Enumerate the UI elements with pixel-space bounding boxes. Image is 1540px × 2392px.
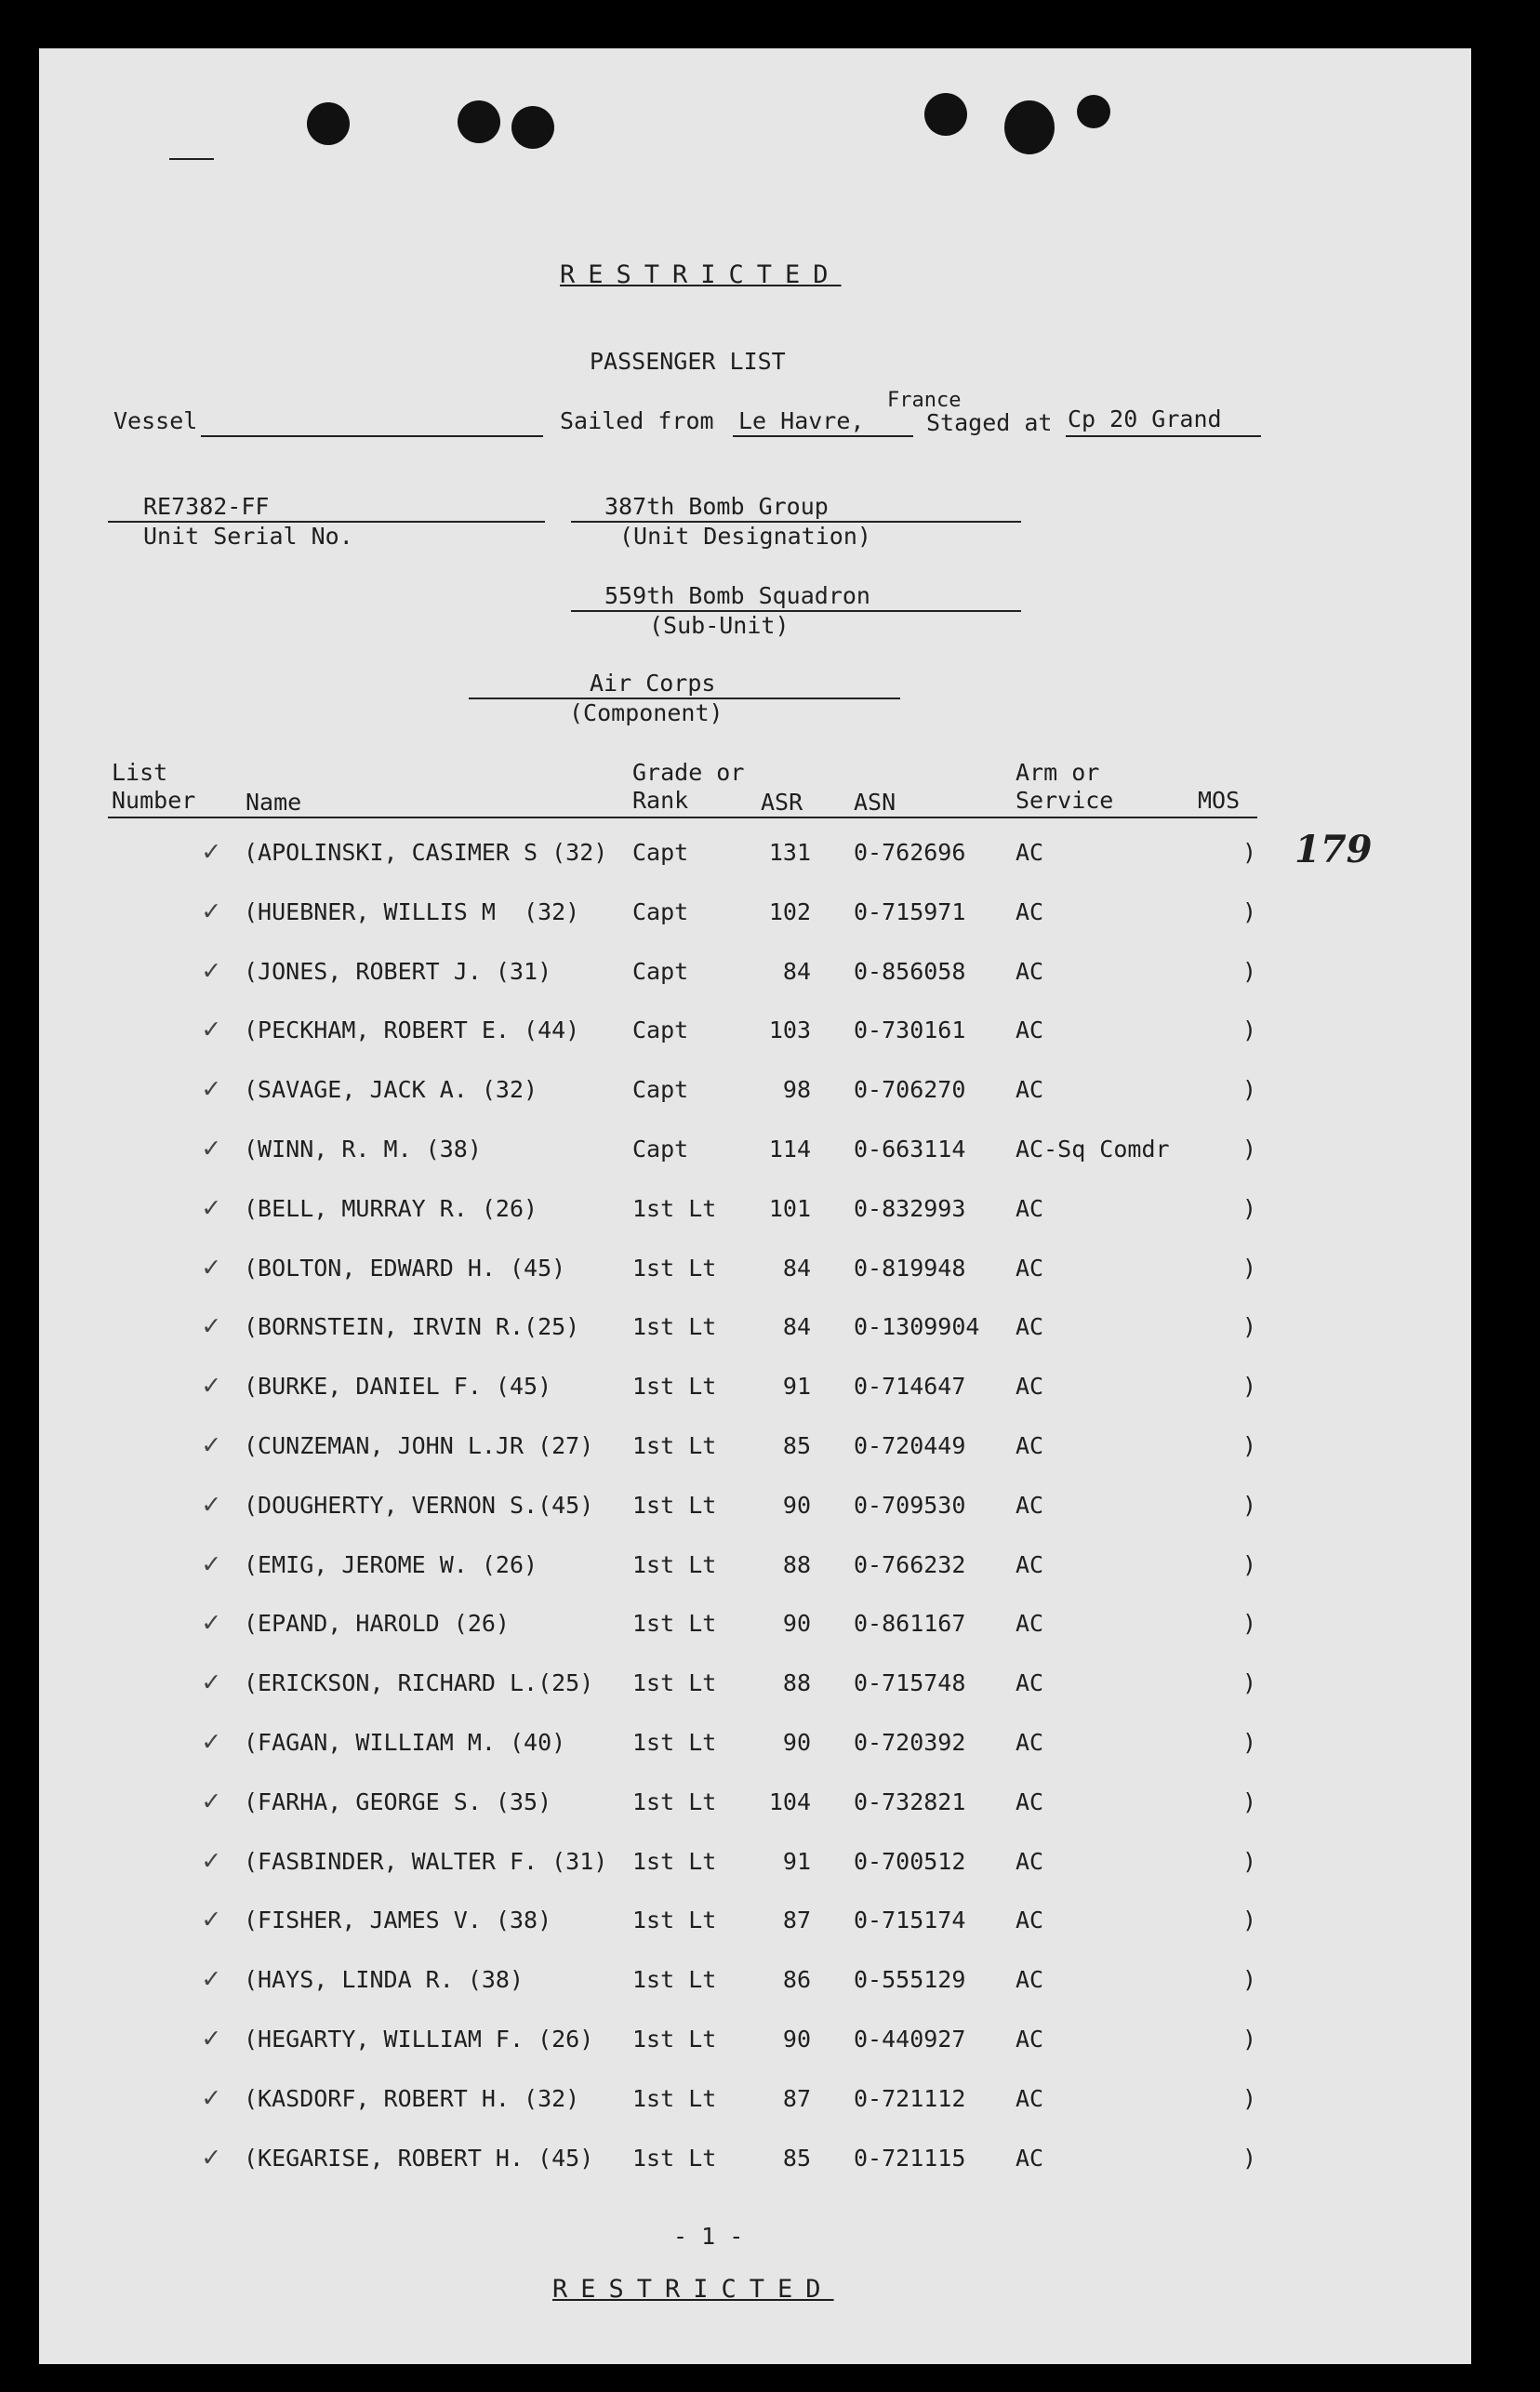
- passenger-grade: 1st Lt: [632, 1847, 717, 1875]
- passenger-name: (FASBINDER, WALTER F. (31): [244, 1847, 608, 1875]
- unit-serial-label: Unit Serial No.: [143, 523, 353, 550]
- table-row: [39, 1725, 1471, 1762]
- passenger-asn: 0-709530: [854, 1491, 966, 1519]
- passenger-grade: 1st Lt: [632, 1550, 717, 1578]
- check-mark: ✓: [203, 1666, 220, 1699]
- passenger-mos: ): [1242, 1017, 1257, 1044]
- passenger-name: (BELL, MURRAY R. (26): [244, 1194, 538, 1222]
- punch-hole: [307, 102, 350, 145]
- passenger-mos: ): [1242, 957, 1257, 985]
- check-mark: ✓: [203, 1606, 220, 1640]
- passenger-asn: 0-700512: [854, 1847, 966, 1875]
- passenger-asn: 0-762696: [854, 839, 966, 866]
- passenger-arm: AC: [1016, 2026, 1044, 2053]
- passenger-arm: AC: [1016, 1076, 1044, 1104]
- passenger-arm: AC: [1016, 957, 1044, 985]
- passenger-name: (BORNSTEIN, IRVIN R.(25): [244, 1313, 580, 1341]
- passenger-mos: ): [1242, 1966, 1257, 1994]
- sailed-underline: [733, 435, 913, 437]
- passenger-asn: 0-819948: [854, 1254, 966, 1282]
- passenger-asn: 0-856058: [854, 957, 966, 985]
- passenger-name: (FARHA, GEORGE S. (35): [244, 1787, 552, 1815]
- passenger-grade: Capt: [632, 897, 689, 925]
- check-mark: ✓: [203, 1429, 220, 1461]
- component-value: Air Corps: [590, 670, 716, 697]
- passenger-name: (BOLTON, EDWARD H. (45): [244, 1254, 566, 1282]
- classification-top: RESTRICTED: [560, 260, 842, 289]
- sub-unit-label: (Sub-Unit): [649, 612, 790, 639]
- table-row: [39, 2022, 1471, 2059]
- punch-hole: [511, 106, 554, 149]
- table-row: [39, 1903, 1471, 1940]
- passenger-asn: 0-440927: [854, 2026, 966, 2053]
- passenger-mos: ): [1242, 1373, 1257, 1401]
- passenger-grade: 1st Lt: [632, 1610, 717, 1638]
- sub-unit-underline: [571, 610, 1021, 612]
- passenger-mos: ): [1242, 1491, 1257, 1519]
- check-mark: ✓: [203, 1369, 220, 1402]
- passenger-name: (FISHER, JAMES V. (38): [244, 1907, 552, 1934]
- unit-designation-label: (Unit Designation): [619, 523, 871, 550]
- passenger-asn: 0-766232: [854, 1550, 966, 1578]
- passenger-asr: 90: [782, 2026, 811, 2053]
- check-mark: ✓: [203, 1013, 220, 1046]
- passenger-arm: AC: [1016, 2084, 1044, 2112]
- check-mark: ✓: [203, 1547, 220, 1580]
- passenger-name: (FAGAN, WILLIAM M. (40): [244, 1729, 566, 1756]
- passenger-grade: 1st Lt: [632, 1313, 717, 1341]
- check-mark: ✓: [203, 1072, 220, 1106]
- passenger-grade: 1st Lt: [632, 1966, 717, 1994]
- passenger-mos: ): [1242, 1729, 1257, 1756]
- col-list-number-2: Number: [112, 787, 196, 814]
- passenger-asr: 131: [768, 839, 811, 866]
- passenger-arm: AC: [1016, 897, 1044, 925]
- passenger-mos: ): [1242, 839, 1257, 866]
- passenger-asr: 84: [782, 1254, 811, 1282]
- check-mark: ✓: [203, 1487, 220, 1521]
- passenger-arm: AC: [1016, 1017, 1044, 1044]
- passenger-asr: 90: [782, 1729, 811, 1756]
- passenger-arm: AC: [1016, 1966, 1044, 1994]
- passenger-grade: Capt: [632, 1076, 689, 1104]
- passenger-asn: 0-663114: [854, 1136, 966, 1163]
- passenger-asr: 84: [782, 1313, 811, 1341]
- col-list-number-1: List: [112, 759, 168, 786]
- sailed-note: France: [887, 389, 962, 412]
- passenger-arm: AC: [1016, 839, 1044, 866]
- passenger-mos: ): [1242, 2144, 1257, 2172]
- check-mark: ✓: [203, 1309, 220, 1343]
- passenger-arm: AC: [1016, 1550, 1044, 1578]
- classification-bottom: RESTRICTED: [552, 2275, 834, 2304]
- passenger-name: (WINN, R. M. (38): [244, 1136, 482, 1163]
- passenger-arm: AC: [1016, 1373, 1044, 1401]
- passenger-asn: 0-732821: [854, 1787, 966, 1815]
- check-mark: ✓: [203, 835, 220, 868]
- passenger-asr: 90: [782, 1491, 811, 1519]
- passenger-asn: 0-715174: [854, 1907, 966, 1934]
- passenger-mos: ): [1242, 2026, 1257, 2053]
- passenger-asn: 0-721115: [854, 2144, 966, 2172]
- table-row: [39, 1369, 1471, 1406]
- table-row: [39, 2081, 1471, 2119]
- table-row: [39, 1962, 1471, 2000]
- passenger-name: (EPAND, HAROLD (26): [244, 1610, 510, 1638]
- passenger-mos: ): [1242, 897, 1257, 925]
- passenger-grade: 1st Lt: [632, 1254, 717, 1282]
- passenger-name: (SAVAGE, JACK A. (32): [244, 1076, 538, 1104]
- passenger-asr: 85: [782, 1432, 811, 1459]
- table-row: [39, 1548, 1471, 1585]
- passenger-mos: ): [1242, 1313, 1257, 1341]
- table-row: [39, 1251, 1471, 1288]
- passenger-asn: 0-861167: [854, 1610, 966, 1638]
- passenger-arm: AC: [1016, 1669, 1044, 1697]
- passenger-grade: Capt: [632, 957, 689, 985]
- passenger-asr: 104: [768, 1787, 811, 1815]
- passenger-asr: 88: [782, 1550, 811, 1578]
- check-mark: ✓: [203, 1725, 220, 1758]
- col-asn: ASN: [854, 789, 896, 816]
- col-name: Name: [246, 789, 302, 816]
- check-mark: ✓: [203, 1784, 220, 1817]
- punch-hole: [924, 93, 967, 136]
- passenger-grade: 1st Lt: [632, 1729, 717, 1756]
- passenger-name: (CUNZEMAN, JOHN L.JR (27): [244, 1432, 594, 1459]
- passenger-asn: 0-720392: [854, 1729, 966, 1756]
- passenger-arm: AC: [1016, 1729, 1044, 1756]
- table-row: [39, 895, 1471, 932]
- passenger-grade: Capt: [632, 1136, 689, 1163]
- component-label: (Component): [569, 699, 724, 726]
- passenger-asr: 101: [768, 1194, 811, 1222]
- passenger-grade: 1st Lt: [632, 1787, 717, 1815]
- table-row: [39, 2141, 1471, 2178]
- passenger-grade: 1st Lt: [632, 1491, 717, 1519]
- passenger-mos: ): [1242, 1669, 1257, 1697]
- passenger-asr: 88: [782, 1669, 811, 1697]
- check-mark: ✓: [203, 2080, 220, 2114]
- pencil-mark: [169, 158, 214, 160]
- passenger-arm: AC: [1016, 1787, 1044, 1815]
- unit-designation-value: 387th Bomb Group: [604, 493, 829, 520]
- check-mark: ✓: [203, 2140, 220, 2173]
- passenger-grade: 1st Lt: [632, 1907, 717, 1934]
- table-row: [39, 1488, 1471, 1525]
- col-grade-1: Grade or: [632, 759, 745, 786]
- passenger-grade: 1st Lt: [632, 2026, 717, 2053]
- passenger-name: (JONES, ROBERT J. (31): [244, 957, 552, 985]
- passenger-asr: 103: [768, 1017, 811, 1044]
- passenger-name: (BURKE, DANIEL F. (45): [244, 1373, 552, 1401]
- table-row: [39, 1785, 1471, 1822]
- passenger-mos: ): [1242, 1076, 1257, 1104]
- passenger-mos: ): [1242, 1550, 1257, 1578]
- table-row: [39, 954, 1471, 991]
- check-mark: ✓: [203, 953, 220, 987]
- check-mark: ✓: [203, 1190, 220, 1224]
- passenger-mos: ): [1242, 1907, 1257, 1934]
- punch-hole: [1004, 100, 1055, 154]
- punch-hole: [1077, 95, 1110, 128]
- passenger-asn: 0-715748: [854, 1669, 966, 1697]
- passenger-asr: 91: [782, 1373, 811, 1401]
- table-row: [39, 1429, 1471, 1466]
- sailed-label: Sailed from: [560, 407, 714, 434]
- passenger-mos: ): [1242, 1847, 1257, 1875]
- passenger-arm: AC: [1016, 1194, 1044, 1222]
- passenger-arm: AC: [1016, 2144, 1044, 2172]
- passenger-asn: 0-730161: [854, 1017, 966, 1044]
- passenger-name: (DOUGHERTY, VERNON S.(45): [244, 1491, 594, 1519]
- sailed-value: Le Havre,: [738, 407, 865, 434]
- passenger-mos: ): [1242, 2084, 1257, 2112]
- passenger-name: (KASDORF, ROBERT H. (32): [244, 2084, 580, 2112]
- passenger-asn: 0-721112: [854, 2084, 966, 2112]
- passenger-mos: ): [1242, 1610, 1257, 1638]
- passenger-asr: 114: [768, 1136, 811, 1163]
- staged-value: Cp 20 Grand: [1068, 405, 1222, 432]
- check-mark: ✓: [203, 1250, 220, 1283]
- passenger-mos: ): [1242, 1136, 1257, 1163]
- passenger-asr: 98: [782, 1076, 811, 1104]
- col-grade-2: Rank: [632, 787, 689, 814]
- passenger-arm: AC: [1016, 1432, 1044, 1459]
- passenger-grade: 1st Lt: [632, 1194, 717, 1222]
- passenger-asn: 0-832993: [854, 1194, 966, 1222]
- passenger-name: (EMIG, JEROME W. (26): [244, 1550, 538, 1578]
- sub-unit-value: 559th Bomb Squadron: [604, 582, 870, 609]
- check-mark: ✓: [203, 1843, 220, 1877]
- table-row: [39, 1132, 1471, 1169]
- passenger-arm: AC: [1016, 1610, 1044, 1638]
- passenger-name: (PECKHAM, ROBERT E. (44): [244, 1017, 580, 1044]
- check-mark: ✓: [203, 894, 220, 927]
- passenger-asn: 0-1309904: [854, 1313, 980, 1341]
- vessel-label: Vessel: [113, 407, 198, 434]
- document-page: [39, 48, 1471, 2364]
- header-underline: [108, 817, 1257, 818]
- passenger-grade: 1st Lt: [632, 2084, 717, 2112]
- check-mark: ✓: [203, 1132, 220, 1164]
- passenger-asr: 86: [782, 1966, 811, 1994]
- passenger-grade: 1st Lt: [632, 1373, 717, 1401]
- passenger-name: (HUEBNER, WILLIS M (32): [244, 897, 580, 925]
- passenger-arm: AC-Sq Comdr: [1016, 1136, 1170, 1163]
- passenger-asn: 0-720449: [854, 1432, 966, 1459]
- col-arm-1: Arm or: [1016, 759, 1100, 786]
- unit-serial-value: RE7382-FF: [143, 493, 270, 520]
- passenger-grade: 1st Lt: [632, 1669, 717, 1697]
- document-title: PASSENGER LIST: [590, 348, 786, 375]
- passenger-grade: Capt: [632, 839, 689, 866]
- passenger-arm: AC: [1016, 1254, 1044, 1282]
- passenger-name: (KEGARISE, ROBERT H. (45): [244, 2144, 594, 2172]
- passenger-asn: 0-706270: [854, 1076, 966, 1104]
- passenger-arm: AC: [1016, 1313, 1044, 1341]
- punch-hole: [458, 100, 500, 143]
- passenger-asn: 0-555129: [854, 1966, 966, 1994]
- passenger-asr: 102: [768, 897, 811, 925]
- passenger-asr: 90: [782, 1610, 811, 1638]
- passenger-arm: AC: [1016, 1907, 1044, 1934]
- staged-label: Staged at: [926, 409, 1053, 436]
- passenger-name: (ERICKSON, RICHARD L.(25): [244, 1669, 594, 1697]
- check-mark: ✓: [203, 2022, 220, 2054]
- table-row: [39, 1013, 1471, 1050]
- passenger-asr: 91: [782, 1847, 811, 1875]
- passenger-grade: 1st Lt: [632, 2144, 717, 2172]
- table-row: [39, 1606, 1471, 1643]
- passenger-grade: 1st Lt: [632, 1432, 717, 1459]
- page-stamp: 179: [1294, 828, 1373, 871]
- passenger-asr: 85: [782, 2144, 811, 2172]
- col-arm-2: Service: [1016, 787, 1114, 814]
- passenger-mos: ): [1242, 1254, 1257, 1282]
- passenger-name: (HEGARTY, WILLIAM F. (26): [244, 2026, 594, 2053]
- passenger-asr: 87: [782, 2084, 811, 2112]
- vessel-underline: [201, 435, 543, 437]
- passenger-asr: 87: [782, 1907, 811, 1934]
- col-asr: ASR: [761, 789, 803, 816]
- passenger-mos: ): [1242, 1787, 1257, 1815]
- table-row: [39, 835, 1471, 872]
- passenger-asn: 0-714647: [854, 1373, 966, 1401]
- passenger-name: (APOLINSKI, CASIMER S (32): [244, 839, 608, 866]
- check-mark: ✓: [203, 1962, 220, 1996]
- page-number: - 1 -: [673, 2223, 744, 2250]
- table-row: [39, 1072, 1471, 1110]
- passenger-asn: 0-715971: [854, 897, 966, 925]
- table-row: [39, 1309, 1471, 1347]
- passenger-mos: ): [1242, 1432, 1257, 1459]
- table-row: [39, 1191, 1471, 1229]
- staged-underline: [1066, 435, 1261, 437]
- col-mos: MOS: [1198, 787, 1241, 814]
- passenger-name: (HAYS, LINDA R. (38): [244, 1966, 524, 1994]
- passenger-arm: AC: [1016, 1491, 1044, 1519]
- passenger-mos: ): [1242, 1194, 1257, 1222]
- passenger-arm: AC: [1016, 1847, 1044, 1875]
- table-row: [39, 1844, 1471, 1881]
- check-mark: ✓: [203, 1903, 220, 1936]
- passenger-asr: 84: [782, 957, 811, 985]
- table-row: [39, 1666, 1471, 1703]
- passenger-grade: Capt: [632, 1017, 689, 1044]
